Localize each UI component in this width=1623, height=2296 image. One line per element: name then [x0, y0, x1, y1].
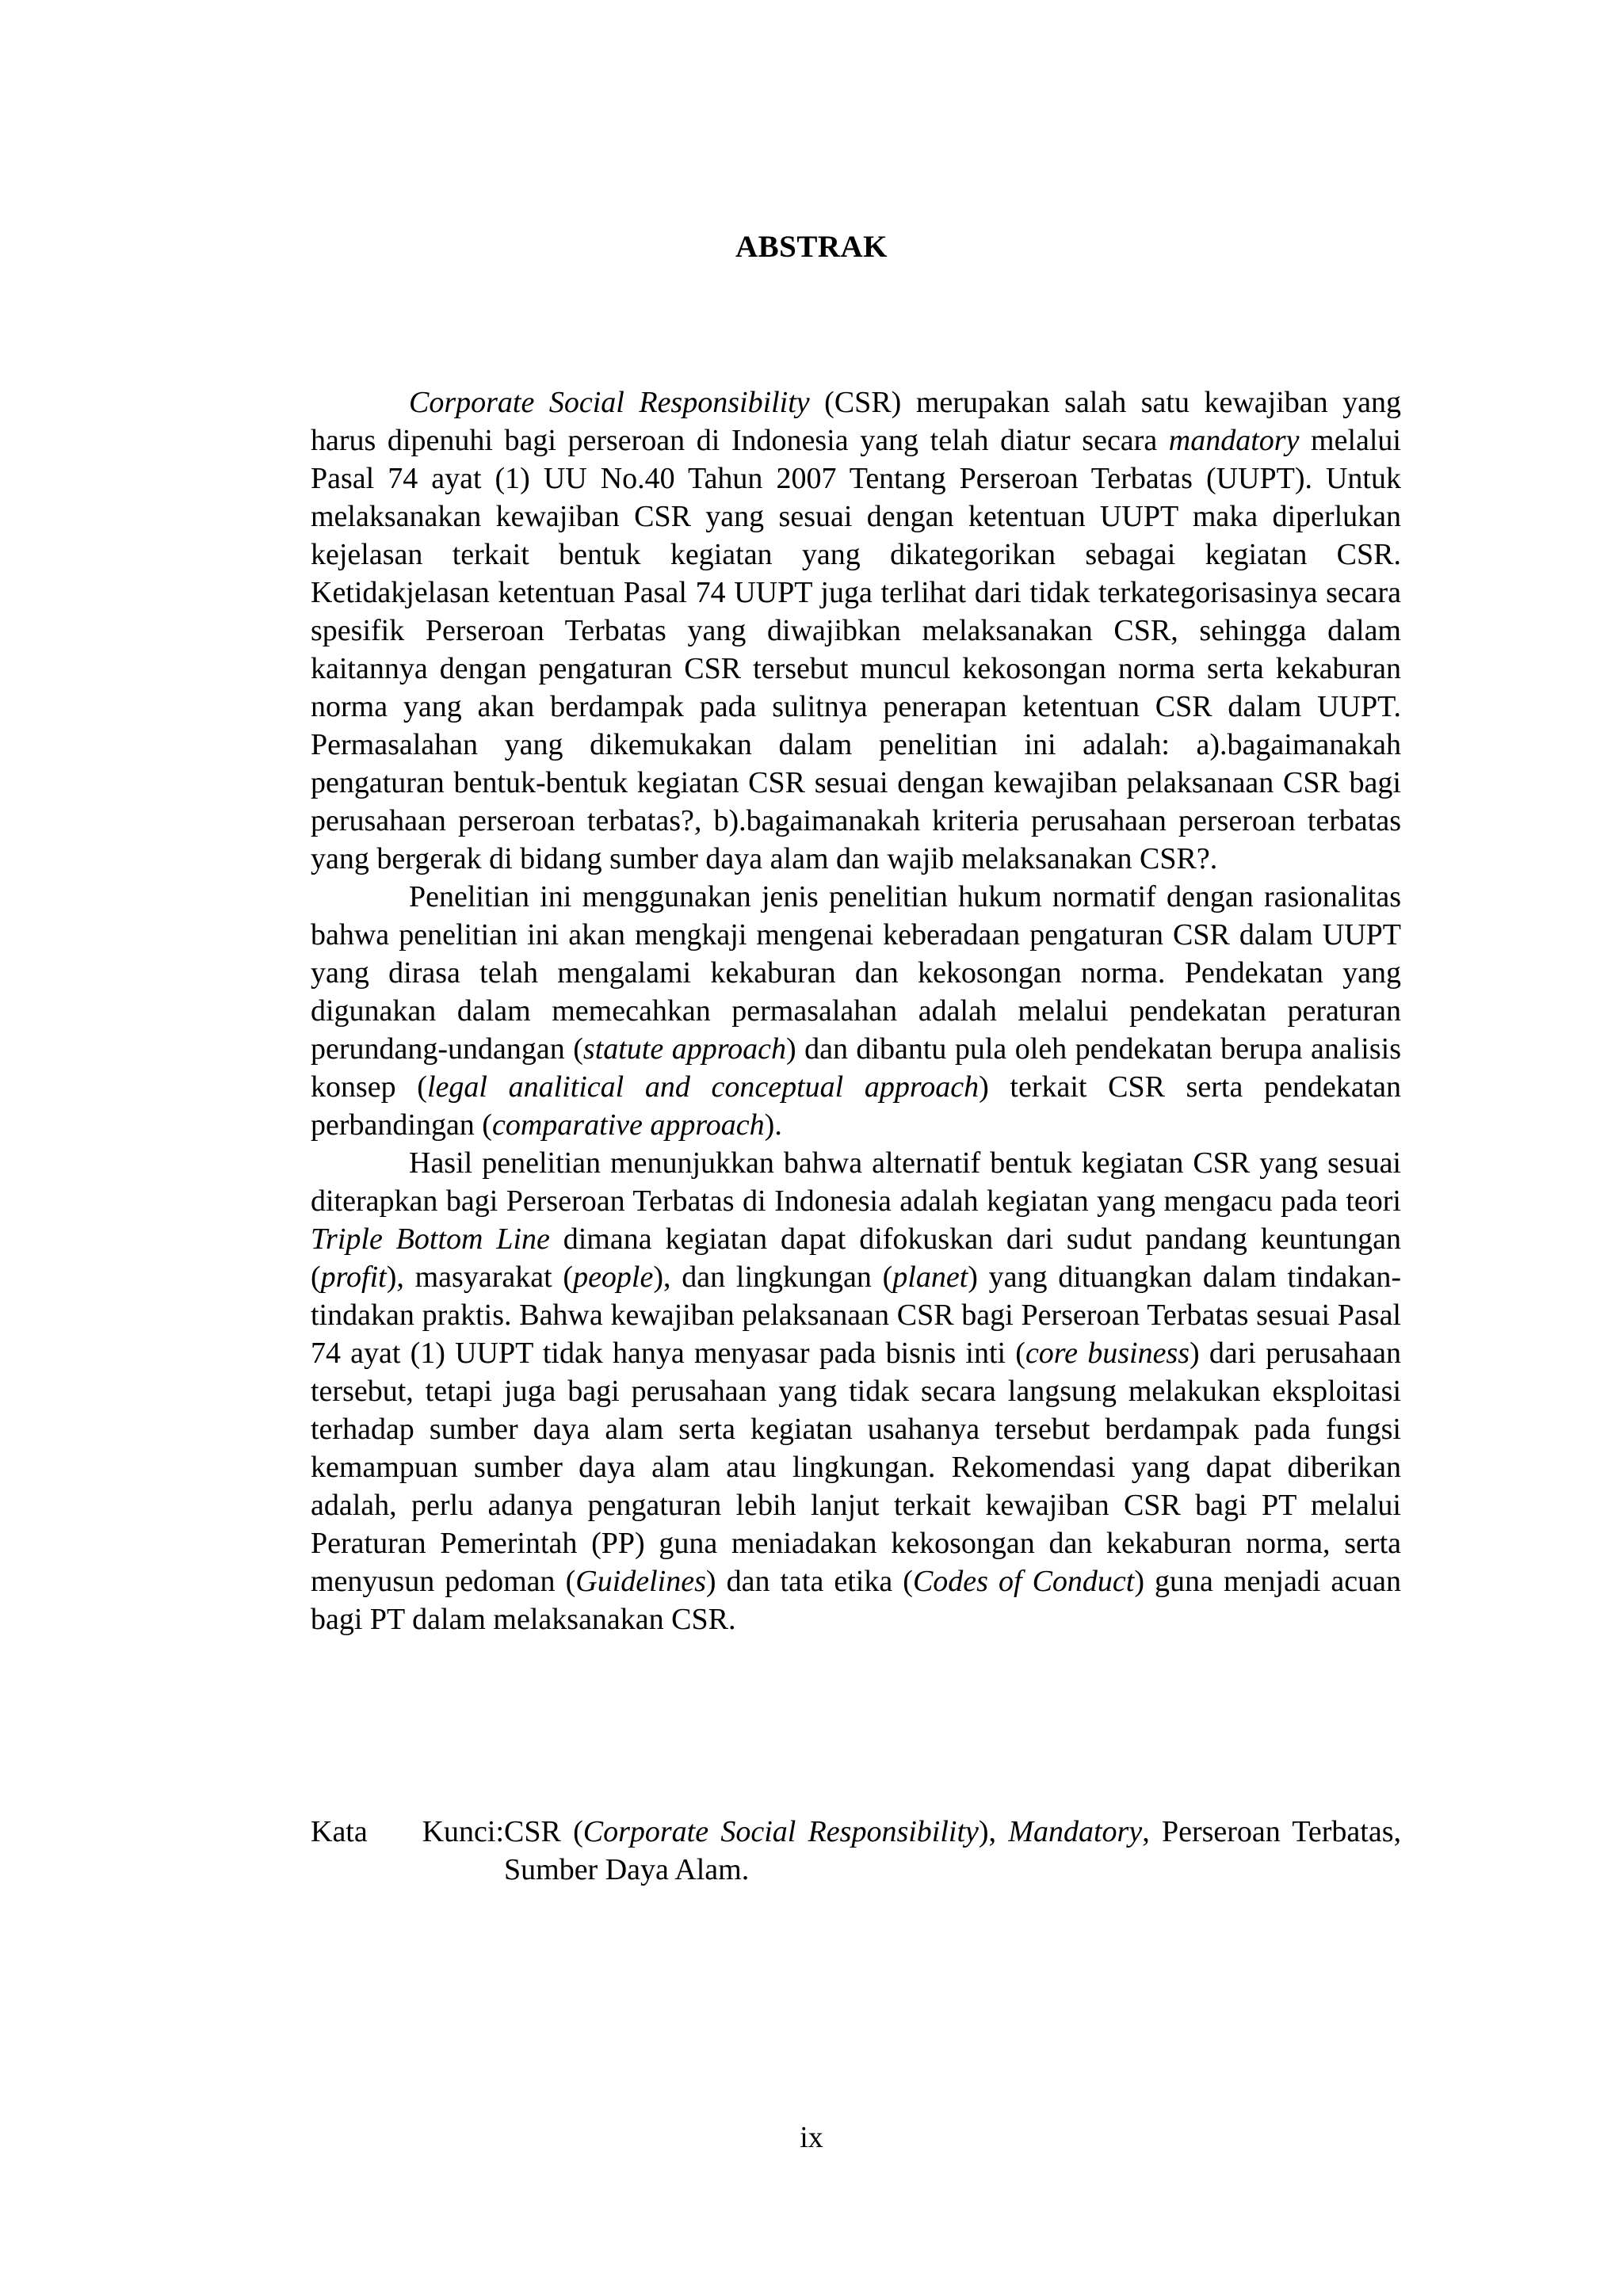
italic-term: profit [320, 1261, 387, 1294]
text-run: ) dari perusahaan tersebut, tetapi juga bagi perusahaan yang tidak secara langsung melakukan eksploitasi terhadap sumber daya alam serta kegiatan usahanya tersebut berdampak pada fungsi kemampuan sumber daya alam atau lingkungan. Rekomendasi yang dapat diberikan adalah, perlu adanya pengaturan lebih lanjut terkait kewajiban CSR bagi PT melalui Peraturan Pemerintah (PP) guna meniadakan kekosongan dan kekaburan norma, serta menyusun pedoman ( [311, 1337, 1401, 1598]
italic-term: comparative approach [491, 1108, 765, 1142]
abstract-body [311, 383, 1401, 1638]
text-run: , Perseroan Terbatas, Sumber Daya Alam. [504, 1815, 1402, 1886]
text-run: Hasil penelitian menunjukkan bahwa alternatif bentuk kegiatan CSR yang sesuai diterapkan bagi Perseroan Terbatas di Indonesia adalah kegiatan yang mengacu pada teori [311, 1146, 1401, 1218]
italic-term: Corporate Social Responsibility [409, 386, 810, 419]
italic-term: statute approach [582, 1032, 786, 1066]
italic-term: Corporate Social Responsibility [582, 1815, 979, 1848]
text-run: ), masyarakat ( [386, 1261, 574, 1294]
text-run: melalui Pasal 74 ayat (1) UU No.40 Tahun 2007 Tentang Perseroan Terbatas (UUPT). Untuk melaksanakan kewajiban CSR yang sesuai dengan ketentuan UUPT maka diperlukan kejelasan terkait bentuk kegiatan yang dikategorikan sebagai kegiatan CSR. Ketidakjelasan ketentuan Pasal 74 UUPT juga terlihat dari tidak terkategorisasinya secara spesifik Perseroan Terbatas yang diwajibkan melaksanakan CSR, sehingga dalam kaitannya dengan pengaturan CSR tersebut muncul kekosongan norma serta kekaburan norma yang akan berdampak pada sulitnya penerapan ketentuan CSR dalam UUPT. Permasalahan yang dikemukakan dalam penelitian ini adalah: a).bagaimanakah pengaturan bentuk-bentuk kegiatan CSR sesuai dengan kewajiban pelaksanaan CSR bagi perusahaan perseroan terbatas?, b).bagaimanakah kriteria perusahaan perseroan terbatas yang bergerak di bidang sumber daya alam dan wajib melaksanakan CSR?. [311, 424, 1401, 875]
abstract-paragraph-2 [311, 878, 1401, 1144]
text-run: ), [978, 1815, 1009, 1848]
italic-term: Triple Bottom Line [311, 1222, 550, 1256]
keywords-label: Kata Kunci: [311, 1815, 504, 1848]
keywords-text [504, 1813, 1401, 1889]
text-run: ). [764, 1108, 782, 1142]
text-run: ), dan lingkungan ( [653, 1261, 893, 1294]
keywords-block [311, 1813, 1401, 1889]
text-run: ) yang dituangkan dalam tindakan-tindakan praktis. Bahwa kewajiban pelaksanaan CSR bagi Perseroan Terbatas sesuai Pasal 74 ayat (1) UUPT tidak hanya menyasar pada bisnis inti ( [311, 1261, 1401, 1370]
text-run: ) guna menjadi acuan bagi PT dalam melaksanakan CSR. [311, 1565, 1402, 1636]
italic-term: Codes of Conduct [912, 1565, 1135, 1598]
abstract-paragraph-1 [311, 383, 1401, 878]
page-number: ix [800, 2121, 823, 2154]
italic-term: mandatory [1168, 424, 1300, 457]
text-run: dimana kegiatan dapat difokuskan dari sudut pandang keuntungan ( [311, 1222, 1401, 1294]
abstract-paragraph-3 [311, 1144, 1401, 1638]
text-run: Penelitian ini menggunakan jenis penelitian hukum normatif dengan rasionalitas bahwa penelitian ini akan mengkaji mengenai keberadaan pengaturan CSR dalam UUPT yang dirasa telah mengalami kekaburan dan kekosongan norma. Pendekatan yang digunakan dalam memecahkan permasalahan adalah melalui pendekatan peraturan perundang-undangan ( [311, 880, 1401, 1066]
italic-term: people [573, 1261, 654, 1294]
text-run: CSR ( [504, 1815, 583, 1848]
italic-term: legal analitical and conceptual approach [426, 1070, 980, 1104]
text-run: ) dan dibantu pula oleh pendekatan berupa analisis konsep ( [311, 1032, 1401, 1104]
page-title: ABSTRAK [735, 230, 888, 264]
text-run: ) terkait CSR serta pendekatan perbandingan ( [311, 1070, 1401, 1142]
italic-term: Mandatory [1008, 1815, 1143, 1848]
italic-term: Guidelines [575, 1565, 706, 1598]
text-run: ) dan tata etika ( [705, 1565, 913, 1598]
text-run: (CSR) merupakan salah satu kewajiban yang harus dipenuhi bagi perseroan di Indonesia yang telah diatur secara [311, 386, 1401, 457]
italic-term: planet [892, 1261, 968, 1294]
italic-term: core business [1025, 1337, 1190, 1370]
